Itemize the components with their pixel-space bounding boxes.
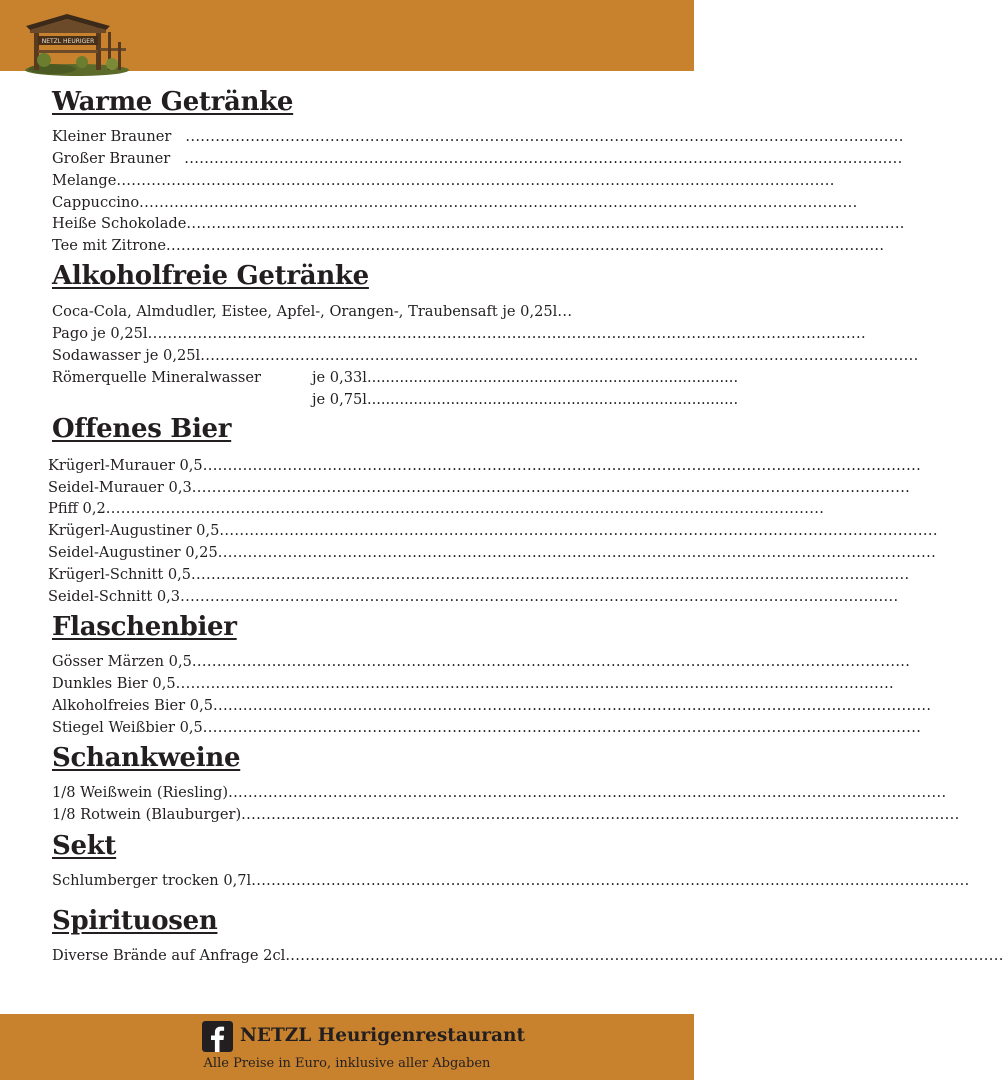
menu-item: Seidel-Murauer 0,3................................................................................................................................................ <box>48 479 911 496</box>
heuriger-gate-logo <box>22 12 132 76</box>
section-heading-schankweine: Schankweine <box>52 743 241 773</box>
menu-item: Pfiff 0,2................................................................................................................................................ <box>48 500 825 517</box>
menu-item: Krügerl-Schnitt 0,5................................................................................................................................................ <box>48 566 910 583</box>
footer-restaurant-name[interactable]: NETZL Heurigenrestaurant <box>240 1025 526 1046</box>
section-heading-offenes-bier: Offenes Bier <box>52 414 232 444</box>
menu-item: Cappuccino................................................................................................................................................ <box>52 194 858 211</box>
logo-text: NETZL HEURIGER <box>41 38 95 45</box>
menu-item: Großer Brauner ................................................................................................................................................ <box>52 150 903 167</box>
menu-item: Seidel-Augustiner 0,25................................................................................................................................................ <box>48 544 937 561</box>
section-heading-flaschenbier: Flaschenbier <box>52 612 237 642</box>
menu-item: Römerquelle Mineralwasser <box>52 369 261 386</box>
menu-item: Melange................................................................................................................................................ <box>52 172 835 189</box>
section-heading-spirituosen: Spirituosen <box>52 906 218 936</box>
menu-item: Pago je 0,25l................................................................................................................................................ <box>52 325 866 342</box>
menu-item: Alkoholfreies Bier 0,5................................................................................................................................................ <box>52 697 932 714</box>
menu-item-size: je 0,33l................................................................................ <box>312 369 739 386</box>
section-heading-warme: Warme Getränke <box>52 87 294 117</box>
menu-item: Gösser Märzen 0,5................................................................................................................................................ <box>52 653 911 670</box>
menu-item-size: je 0,75l................................................................................ <box>312 391 739 408</box>
menu-item: 1/8 Rotwein (Blauburger)................................................................................................................................................ <box>52 806 960 823</box>
menu-item: Dunkles Bier 0,5................................................................................................................................................ <box>52 675 895 692</box>
menu-item: Krügerl-Murauer 0,5................................................................................................................................................ <box>48 457 922 474</box>
menu-item: Sodawasser je 0,25l................................................................................................................................................ <box>52 347 919 364</box>
menu-item: Kleiner Brauner ................................................................................................................................................ <box>52 128 904 145</box>
section-heading-sekt: Sekt <box>52 831 117 861</box>
menu-item: Tee mit Zitrone................................................................................................................................................ <box>52 237 885 254</box>
menu-item: Schlumberger trocken 0,7l................................................................................................................................................ <box>52 872 970 889</box>
section-heading-alkoholfrei: Alkoholfreie Getränke <box>52 261 369 291</box>
menu-item: Stiegel Weißbier 0,5................................................................................................................................................ <box>52 719 922 736</box>
menu-item: Krügerl-Augustiner 0,5................................................................................................................................................ <box>48 522 938 539</box>
menu-item: Diverse Brände auf Anfrage 2cl................................................................................................................................................ <box>52 947 1004 964</box>
menu-item: Heiße Schokolade................................................................................................................................................ <box>52 215 905 232</box>
menu-item: 1/8 Weißwein (Riesling)................................................................................................................................................ <box>52 784 947 801</box>
footer-price-note: Alle Preise in Euro, inklusive aller Abgaben <box>203 1056 491 1071</box>
menu-item: Coca-Cola, Almdudler, Eistee, Apfel-, Orangen-, Traubensaft je 0,25l... <box>52 303 573 320</box>
facebook-icon[interactable] <box>202 1021 233 1052</box>
menu-item: Seidel-Schnitt 0,3................................................................................................................................................ <box>48 588 899 605</box>
